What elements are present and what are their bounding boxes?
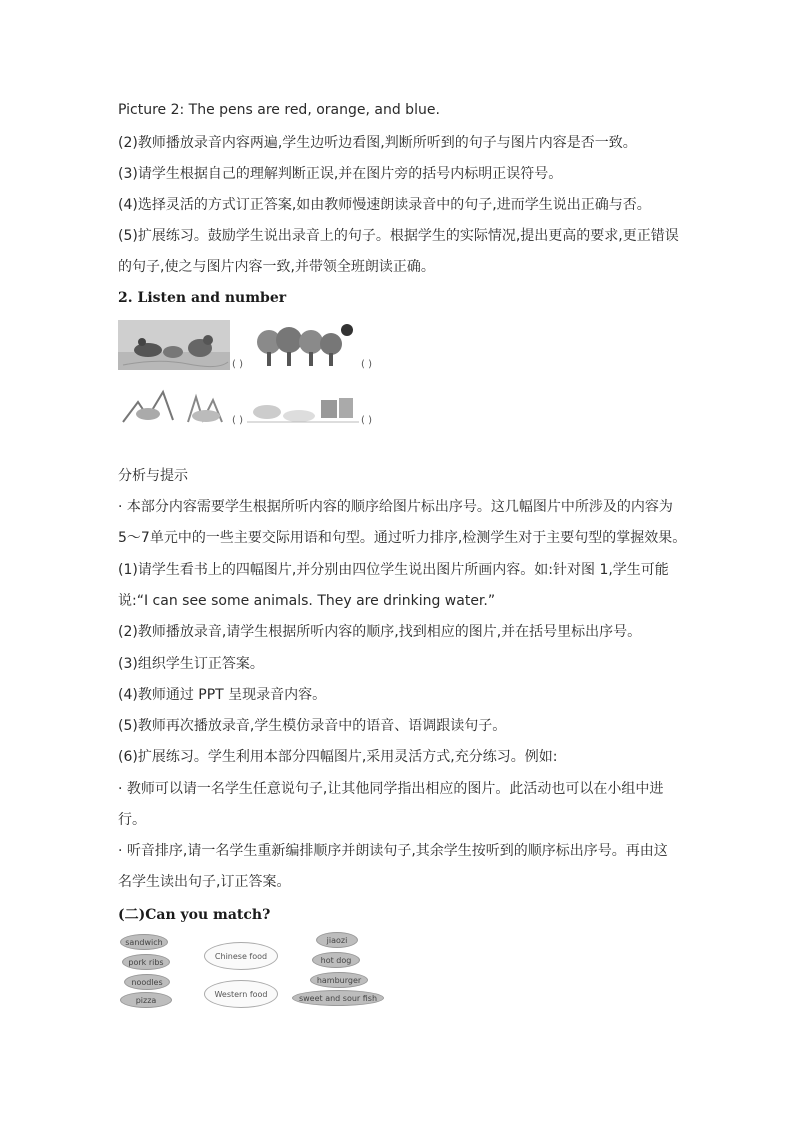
- analysis-line: 名学生读出句子,订正答案。: [118, 874, 291, 890]
- animals-drinking-picture: [118, 320, 230, 370]
- category-oval[interactable]: Chinese food: [204, 942, 278, 970]
- snowy-rocks-picture: [247, 382, 359, 426]
- analysis-line: (6)扩展练习。学生利用本部分四幅图片,采用灵活方式,充分练习。例如:: [118, 749, 558, 765]
- step-line: (5)扩展练习。鼓励学生说出录音上的句子。根据学生的实际情况,提出更高的要求,更正错误: [118, 228, 679, 244]
- answer-parentheses[interactable]: ( ): [232, 415, 243, 426]
- step-line: (3)请学生根据自己的理解判断正误,并在图片旁的括号内标明正误符号。: [118, 166, 563, 182]
- answer-parentheses[interactable]: ( ): [360, 415, 372, 426]
- analysis-line: 说:“I can see some animals. They are drinking water.”: [118, 593, 496, 609]
- food-oval-right[interactable]: jiaozi: [316, 932, 358, 948]
- analysis-line: (3)组织学生订正答案。: [118, 656, 264, 672]
- food-oval-left[interactable]: pizza: [120, 992, 172, 1008]
- analysis-line: · 教师可以请一名学生任意说句子,让其他同学指出相应的图片。此活动也可以在小组中进: [118, 781, 664, 797]
- food-oval-right[interactable]: hot dog: [312, 952, 360, 968]
- step-line: 的句子,使之与图片内容一致,并带领全班朗读正确。: [118, 259, 435, 275]
- intro-line: Picture 2: The pens are red, orange, and blue.: [118, 102, 440, 118]
- trees-and-sun-picture: [247, 320, 359, 370]
- analysis-line: (5)教师再次播放录音,学生模仿录音中的语音、语调跟读句子。: [118, 718, 507, 734]
- answer-parentheses[interactable]: ( ): [232, 359, 243, 370]
- analysis-line: · 听音排序,请一名学生重新编排顺序并朗读句子,其余学生按听到的顺序标出序号。再由这: [118, 843, 668, 859]
- picture-row-2: [118, 382, 376, 426]
- section-2-title: 2. Listen and number: [118, 290, 287, 306]
- food-oval-right[interactable]: sweet and sour fish: [292, 990, 384, 1006]
- analysis-title: 分析与提示: [118, 468, 188, 484]
- section-3-title: (二)Can you match?: [118, 907, 271, 923]
- category-oval[interactable]: Western food: [204, 980, 278, 1008]
- leaves-picture: [118, 382, 230, 426]
- food-oval-left[interactable]: sandwich: [120, 934, 168, 950]
- answer-parentheses[interactable]: ( ): [360, 359, 372, 370]
- analysis-line: (2)教师播放录音,请学生根据所听内容的顺序,找到相应的图片,并在括号里标出序号。: [118, 624, 642, 640]
- analysis-line: 行。: [118, 812, 146, 828]
- analysis-line: · 本部分内容需要学生根据所听内容的顺序给图片标出序号。这几幅图片中所涉及的内容为: [118, 499, 673, 515]
- step-line: (2)教师播放录音内容两遍,学生边听边看图,判断所听到的句子与图片内容是否一致。: [118, 135, 637, 151]
- matching-exercise: [118, 930, 398, 1010]
- picture-row-1: [118, 320, 376, 370]
- food-oval-left[interactable]: noodles: [124, 974, 170, 990]
- step-line: (4)选择灵活的方式订正答案,如由教师慢速朗读录音中的句子,进而学生说出正确与否。: [118, 197, 651, 213]
- analysis-line: (4)教师通过 PPT 呈现录音内容。: [118, 687, 327, 703]
- analysis-line: (1)请学生看书上的四幅图片,并分别由四位学生说出图片所画内容。如:针对图 1,学生可能: [118, 562, 669, 578]
- food-oval-right[interactable]: hamburger: [310, 972, 368, 988]
- food-oval-left[interactable]: pork ribs: [122, 954, 170, 970]
- analysis-line: 5～7单元中的一些主要交际用语和句型。通过听力排序,检测学生对于主要句型的掌握效果。: [118, 530, 687, 546]
